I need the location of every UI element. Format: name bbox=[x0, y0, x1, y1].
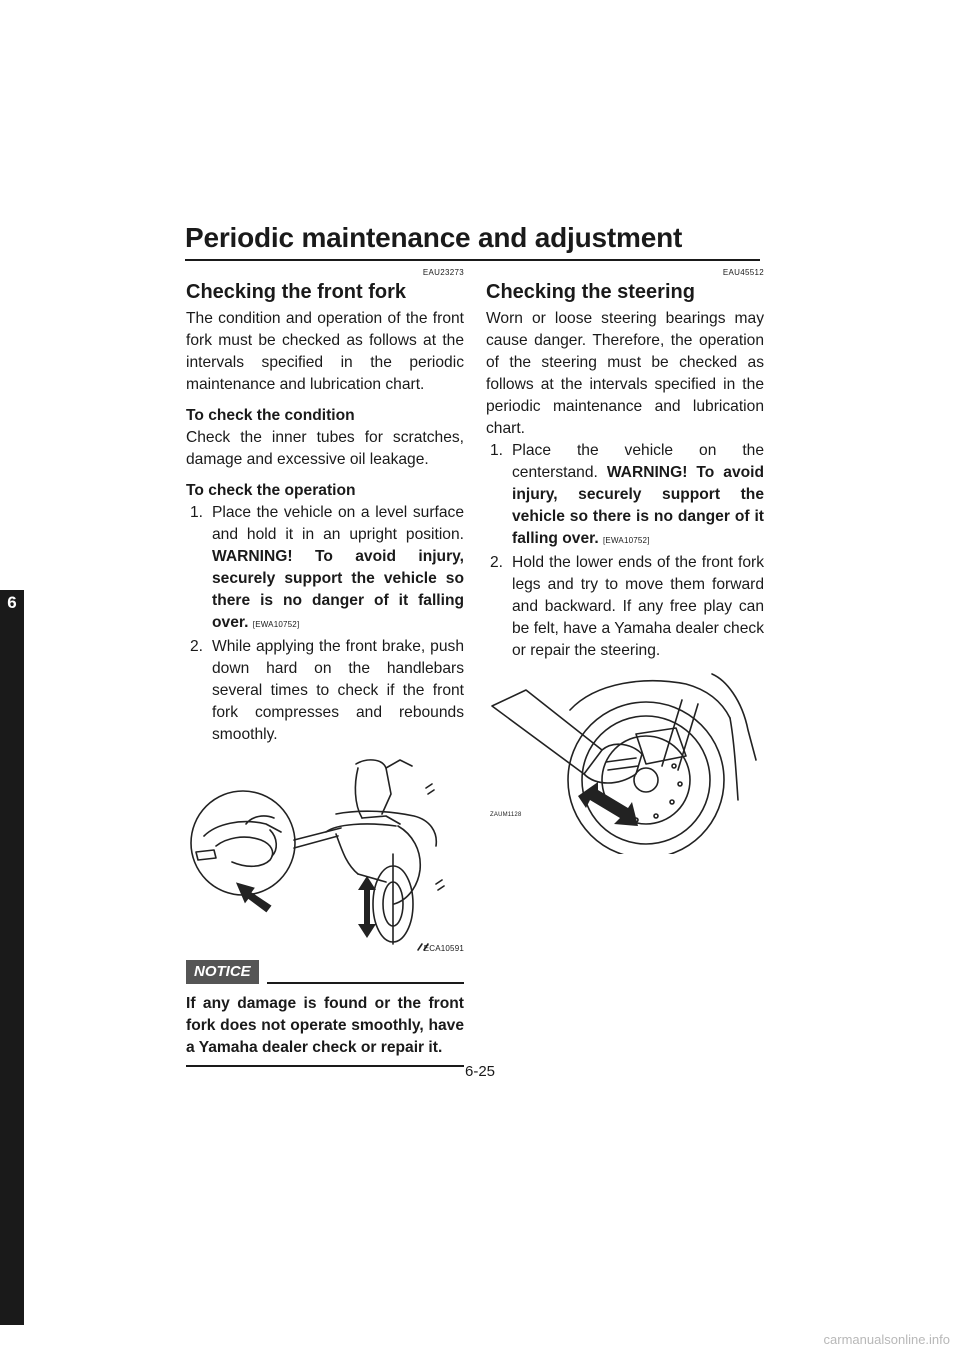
notice-header bbox=[186, 960, 464, 984]
right-column bbox=[486, 268, 764, 854]
steering-check-drawing bbox=[486, 670, 764, 854]
scooter-fork-drawing bbox=[186, 754, 464, 954]
step-text: While applying the front brake, push down hard on the handlebars several times to check if the front fork compresses and rebounds smoothly. bbox=[212, 638, 464, 743]
page-number: 6-25 bbox=[464, 1063, 496, 1080]
condition-paragraph: Check the inner tubes for scratches, damage and excessive oil leakage. bbox=[186, 429, 464, 468]
notice-text: If any damage is found or the front fork does not operate smoothly, have a Yamaha dealer check or repair it. bbox=[186, 995, 464, 1056]
section-heading: Checking the steering bbox=[486, 281, 695, 303]
chapter-tab bbox=[0, 590, 24, 1325]
header-rule bbox=[185, 259, 760, 261]
figure-code: ZAUM1128 bbox=[490, 812, 522, 818]
intro-paragraph: Worn or loose steering bearings may cause danger. Therefore, the operation of the steering must be checked as follows at the intervals specified in the periodic maintenance and lubrication chart. bbox=[486, 310, 764, 437]
left-column bbox=[186, 268, 464, 1067]
figure-code: ECA10591 bbox=[423, 944, 464, 953]
front-fork-illustration bbox=[186, 754, 464, 954]
section-code: EAU23273 bbox=[422, 268, 464, 277]
operation-subheading: To check the operation bbox=[186, 482, 356, 499]
warning-ref: [EWA10752] bbox=[252, 620, 300, 629]
notice-badge: NOTICE bbox=[186, 960, 259, 984]
warning-text: WARNING! To avoid injury, securely support the vehicle so there is no danger of it falling over. bbox=[512, 464, 764, 547]
step-text: Place the vehicle on the centerstand. bbox=[512, 442, 764, 481]
chapter-tab-number: 6 bbox=[7, 593, 17, 612]
watermark-footer: carmanualsonline.info bbox=[823, 1332, 950, 1347]
list-item: 1. Place the vehicle on the centerstand. WARNING! To avoid injury, securely support the vehicle so there is no danger of it falling over. [EWA10752] bbox=[490, 442, 764, 547]
operation-steps bbox=[186, 502, 464, 746]
steering-illustration bbox=[486, 670, 764, 854]
notice-line bbox=[267, 982, 464, 984]
section-code: EAU45512 bbox=[722, 268, 764, 277]
step-text: Hold the lower ends of the front fork legs and try to move them forward and backward. If any free play can be felt, have a Yamaha dealer check or repair the steering. bbox=[512, 554, 764, 659]
list-item: 2. While applying the front brake, push down hard on the handlebars several times to check if the front fork compresses and rebounds smoothly. bbox=[190, 638, 464, 743]
step-text: Place the vehicle on a level surface and hold it in an upright position. bbox=[212, 504, 464, 543]
intro-paragraph: The condition and operation of the front fork must be checked as follows at the intervals specified in the periodic maintenance and lubrication chart. bbox=[186, 310, 464, 393]
page-header-title: Periodic maintenance and adjustment bbox=[185, 222, 683, 253]
steering-steps bbox=[486, 440, 764, 662]
section-heading: Checking the front fork bbox=[186, 281, 407, 303]
list-item: 2. Hold the lower ends of the front fork legs and try to move them forward and backward. If any free play can be felt, have a Yamaha dealer check or repair the steering. bbox=[490, 554, 764, 659]
warning-ref: [EWA10752] bbox=[603, 536, 650, 545]
condition-subheading: To check the condition bbox=[186, 407, 355, 424]
warning-text: WARNING! To avoid injury, securely support the vehicle so there is no danger of it falling over. bbox=[212, 548, 464, 631]
list-item: 1. Place the vehicle on a level surface and hold it in an upright position. WARNING! To avoid injury, securely support the vehicle so there is no danger of it falling over. [EWA10752] bbox=[190, 504, 464, 631]
